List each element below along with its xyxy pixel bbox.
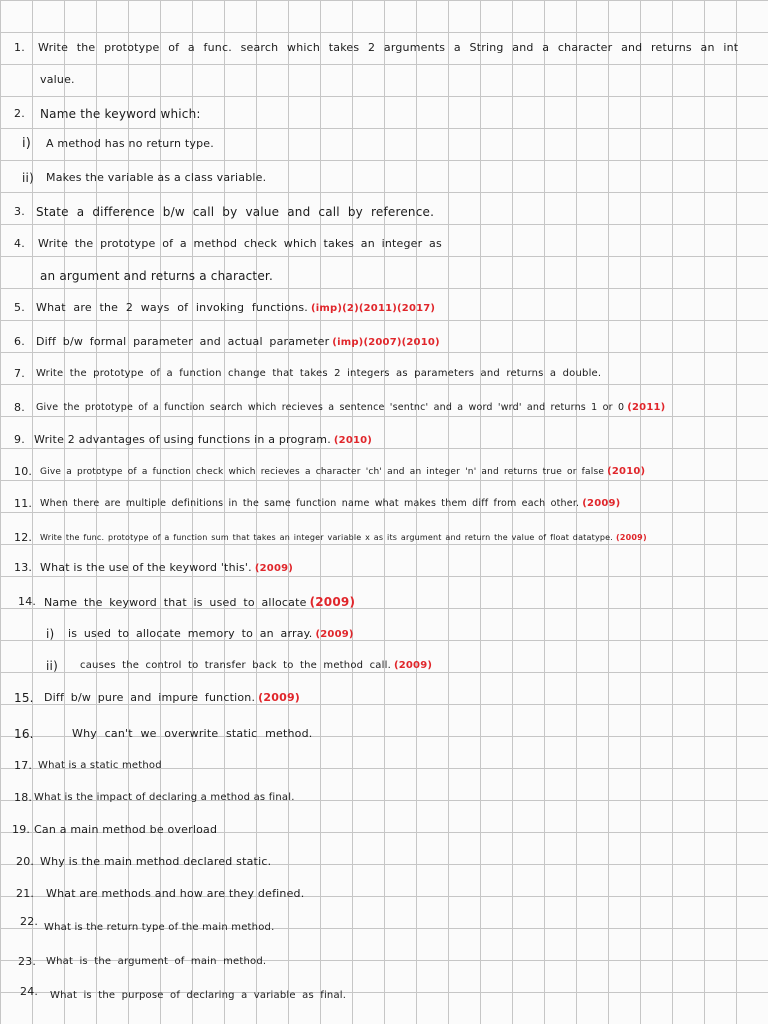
question-line [0, 754, 768, 778]
year-tag: (2011) [627, 402, 666, 413]
question-line [0, 882, 768, 906]
question-text: Can a main method be overload [34, 823, 218, 836]
year-tag: (2009) [258, 691, 301, 704]
question-number: 17. [14, 759, 33, 772]
question-text [40, 526, 647, 550]
question-text [36, 296, 435, 320]
question-line [0, 622, 768, 646]
question-text [68, 622, 354, 646]
question-line [0, 526, 768, 550]
question-line [0, 492, 768, 516]
question-line [0, 850, 768, 874]
question-number: 21. [16, 887, 35, 900]
question-number: 7. [14, 367, 25, 380]
question-line [0, 132, 768, 156]
question-number: 2. [14, 107, 25, 120]
question-text: What is a static method [38, 760, 162, 771]
question-text: an argument and returns a character. [40, 269, 273, 283]
question-number: 10. [14, 465, 33, 478]
question-text: What are methods and how are they defined. [46, 887, 305, 900]
question-body: is used to allocate memory to an array. [68, 627, 313, 640]
question-text: State a difference b/w call by value and call by reference. [36, 205, 435, 219]
question-text: Write the prototype of a function change that takes 2 integers as parameters and returns a double. [36, 368, 602, 379]
question-line [0, 200, 768, 224]
question-line [0, 296, 768, 320]
question-number: 12. [14, 531, 33, 544]
question-line [0, 950, 768, 974]
question-text [40, 556, 293, 580]
question-line [0, 232, 768, 256]
question-body: Diff b/w formal parameter and actual parameter [36, 335, 330, 348]
year-tag: (2010) [333, 435, 373, 446]
question-line [0, 396, 768, 420]
question-number: 13. [14, 561, 33, 574]
question-number: 24. [20, 985, 39, 998]
question-line [0, 264, 768, 288]
question-body: Write the func. prototype of a function sum that takes an integer variable x as its argument and return the value of float datatype. [40, 533, 614, 542]
question-number: 14. [18, 595, 37, 608]
question-text: A method has no return type. [46, 137, 214, 150]
question-body: Give a prototype of a function check which recieves a character 'ch' and an integer 'n' and returns true or false [40, 467, 605, 477]
question-line [0, 166, 768, 190]
question-line [0, 722, 768, 746]
question-text [80, 654, 432, 678]
question-number: 11. [14, 497, 33, 510]
question-body: Name the keyword that is used to allocate [44, 596, 307, 609]
question-number: 18. [14, 791, 33, 804]
question-body: What are the 2 ways of invoking functions. [36, 301, 309, 314]
question-text: Why is the main method declared static. [40, 855, 272, 868]
question-body: When there are multiple definitions in the same function name what makes them diff from each other. [40, 498, 580, 509]
question-number: 5. [14, 301, 25, 314]
question-text [40, 460, 645, 484]
question-number: 19. [12, 823, 31, 836]
question-number: 4. [14, 237, 25, 250]
question-text [40, 492, 620, 516]
question-text: Makes the variable as a class variable. [46, 171, 267, 184]
year-tag: (imp)(2)(2011)(2017) [311, 303, 436, 314]
question-body: Give the prototype of a function search which recieves a sentence 'sentnc' and a word 'wrd' and returns 1 or 0 [36, 402, 625, 413]
year-tag: (2009) [315, 629, 354, 640]
question-number: ii) [46, 659, 58, 673]
year-tag: (2009) [582, 498, 621, 509]
question-text: Write the prototype of a func. search which takes 2 arguments a String and a character and returns an int [38, 41, 739, 54]
question-text [36, 396, 665, 420]
question-text: What is the return type of the main method. [44, 922, 275, 933]
question-text: Write the prototype of a method check which takes an integer as [38, 237, 442, 250]
question-number: 20. [16, 855, 35, 868]
question-text [34, 428, 372, 452]
question-line [0, 102, 768, 126]
question-line [0, 36, 768, 60]
year-tag: (2009) [254, 563, 294, 574]
year-tag: (2009) [616, 533, 647, 542]
question-text: value. [40, 73, 75, 86]
question-line [0, 460, 768, 484]
question-line [0, 654, 768, 678]
question-line [0, 916, 768, 940]
question-line [0, 330, 768, 354]
year-tag: (imp)(2007)(2010) [332, 337, 440, 348]
question-number: 22. [20, 916, 39, 928]
question-text [44, 590, 355, 614]
question-number: 8. [14, 401, 25, 414]
question-text [36, 330, 440, 354]
question-text: Name the keyword which: [40, 107, 201, 121]
question-body: Diff b/w pure and impure function. [44, 691, 256, 704]
question-body: Write 2 advantages of using functions in a program. [34, 433, 331, 446]
question-text: What is the argument of main method. [46, 956, 267, 967]
question-number: 16. [14, 727, 34, 741]
question-line [0, 984, 768, 1008]
question-number: 3. [14, 205, 25, 218]
question-body: causes the control to transfer back to the method call. [80, 660, 391, 671]
question-line [0, 818, 768, 842]
question-body: What is the use of the keyword 'this'. [40, 561, 252, 574]
year-tag: (2010) [607, 466, 646, 477]
question-number: i) [22, 136, 32, 151]
question-line [0, 786, 768, 810]
question-number: 9. [14, 433, 25, 446]
year-tag: (2009) [393, 660, 433, 671]
question-number: 1. [14, 41, 25, 54]
question-line [0, 686, 768, 710]
question-number: 6. [14, 335, 25, 348]
question-number: 23. [18, 955, 37, 968]
question-line [0, 428, 768, 452]
question-line [0, 362, 768, 386]
question-text [44, 686, 300, 710]
question-text: What is the impact of declaring a method as final. [34, 792, 295, 803]
question-line [0, 590, 768, 614]
question-text: Why can't we overwrite static method. [72, 727, 313, 740]
question-line [0, 556, 768, 580]
question-line [0, 68, 768, 92]
question-number: 15. [14, 691, 34, 705]
year-tag: (2009) [309, 595, 356, 609]
question-number: ii) [22, 171, 34, 185]
question-number: i) [46, 627, 55, 641]
question-text: What is the purpose of declaring a variable as final. [50, 990, 347, 1001]
